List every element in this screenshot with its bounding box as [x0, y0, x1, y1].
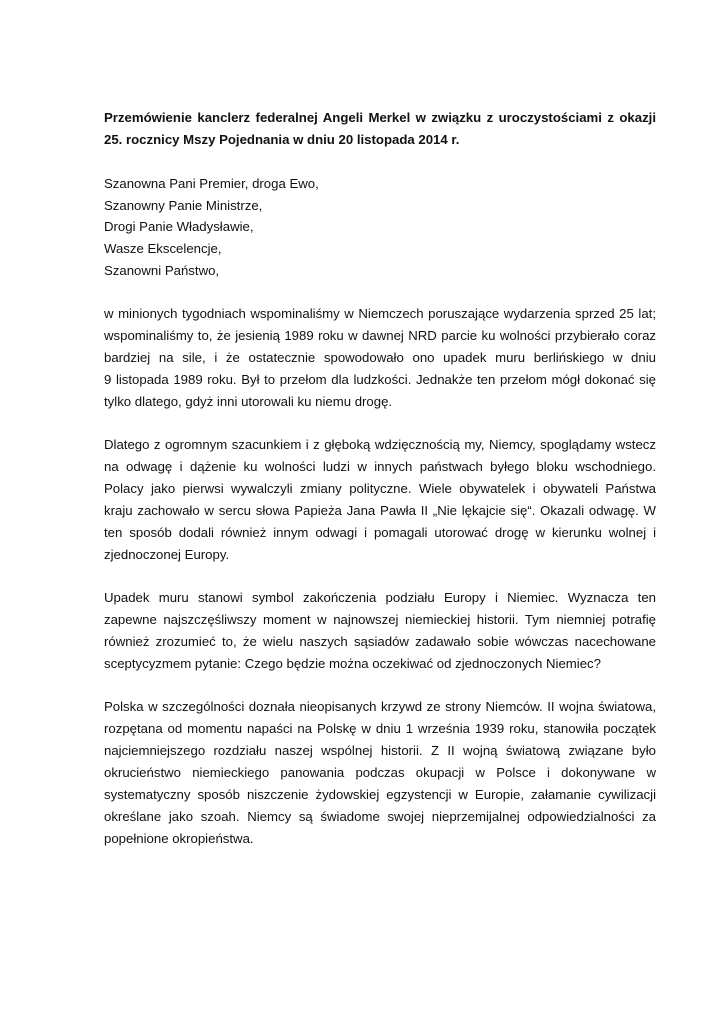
paragraph-line: sceptycyzmem pytanie: Czego będzie można oczekiwać od zjednoczonych Niemiec? [104, 656, 601, 671]
paragraph-line: Upadek muru stanowi symbol zakończenia podziału Europy i Niemiec. Wyznacza ten [104, 590, 656, 605]
salutation-line: Szanowna Pani Premier, droga Ewo, [104, 176, 319, 191]
paragraph-line: najciemniejszego rozdziału naszej wspólnej historii. Z II wojną światową związane było [104, 743, 656, 758]
paragraph-line: również zrozumieć to, że wielu naszych sąsiadów zadawało sobie wówczas nacechowane [104, 634, 656, 649]
paragraph-line: ten sposób dodali również innym odwagi i pomagali utorować drogę w kierunku wolnej i [104, 525, 656, 540]
paragraph-line: Dlatego z ogromnym szacunkiem i z głęboką wdzięcznością my, Niemcy, spoglądamy wstecz [104, 437, 656, 452]
paragraph-line: tylko dlatego, gdyż inni utorowali ku niemu drogę. [104, 394, 393, 409]
paragraph-line: zapewne najszczęśliwszy moment w najnowszej niemieckiej historii. Tym niemniej potrafię [104, 612, 656, 627]
document-title-line: Przemówienie kanclerz federalnej Angeli Merkel w związku z uroczystościami z okazji [104, 110, 656, 125]
paragraph-line: popełnione okropieństwa. [104, 831, 254, 846]
salutation-line: Wasze Ekscelencje, [104, 241, 222, 256]
paragraph-line: rozpętana od momentu napaści na Polskę w dniu 1 września 1939 roku, stanowiła początek [104, 721, 656, 736]
paragraph-line: określane jako szoah. Niemcy są świadome swojej nieprzemijalnej odpowiedzialności za [104, 809, 656, 824]
paragraph-line: Polacy jako pierwsi wywalczyli zmiany polityczne. Wiele obywatelek i obywateli Państwa [104, 481, 656, 496]
paragraph-line: w minionych tygodniach wspominaliśmy w Niemczech poruszające wydarzenia sprzed 25 lat; [104, 306, 656, 321]
paragraph-line: Polska w szczególności doznała nieopisanych krzywd ze strony Niemców. II wojna światowa, [104, 699, 656, 714]
paragraph-line: zjednoczonej Europy. [104, 547, 230, 562]
document-title-line: 25. rocznicy Mszy Pojednania w dniu 20 listopada 2014 r. [104, 132, 460, 147]
paragraph-line: kraju zachowało w sercu słowa Papieża Jana Pawła II „Nie lękajcie się“. Okazali odwagę. W [104, 503, 656, 518]
paragraph-line: 9 listopada 1989 roku. Był to przełom dla ludzkości. Jednakże ten przełom mógł dokonać się [104, 372, 656, 387]
salutation-line: Szanowni Państwo, [104, 263, 220, 278]
paragraph-line: bardziej na sile, i że ostatecznie spowodowało ono upadek muru berlińskiego w dniu [104, 350, 656, 365]
salutation-line: Szanowny Panie Ministrze, [104, 198, 263, 213]
paragraph-line: okrucieństwo niemieckiego panowania podczas okupacji w Polsce i dokonywane w [104, 765, 656, 780]
salutation-line: Drogi Panie Władysławie, [104, 219, 254, 234]
paragraph-line: na odwagę i dążenie ku wolności ludzi w innych państwach byłego bloku wschodniego. [104, 459, 656, 474]
paragraph-line: wspominaliśmy to, że jesienią 1989 roku w dawnej NRD parcie ku wolności przybierało coraz [104, 328, 656, 343]
paragraph-line: systematyczny sposób niszczenie żydowskiej egzystencji w Europie, załamanie cywilizacji [104, 787, 656, 802]
